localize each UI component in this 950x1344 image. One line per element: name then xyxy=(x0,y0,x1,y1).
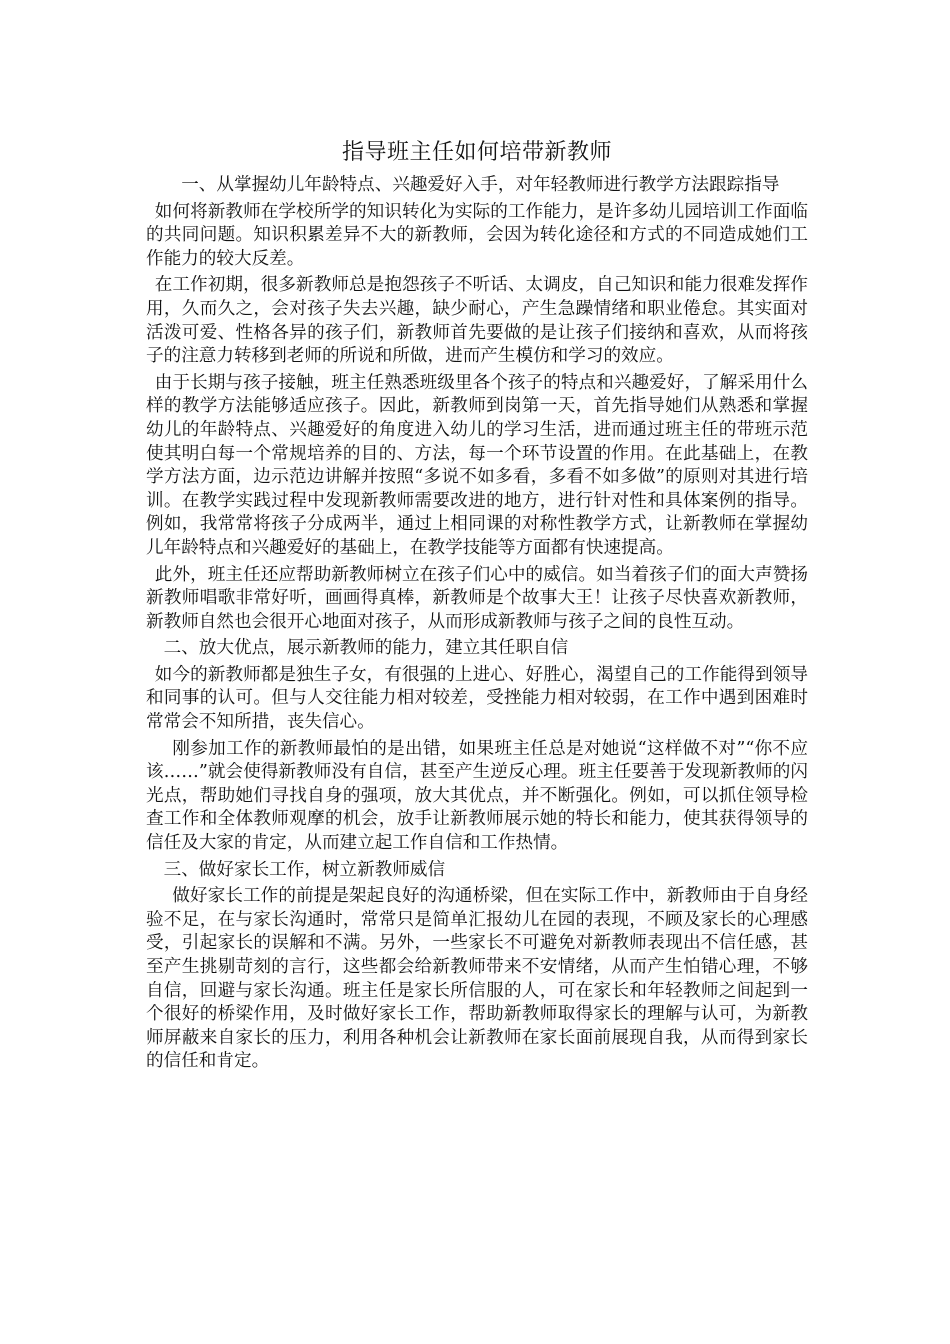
document-body xyxy=(146,136,808,1074)
section-heading-1: 一、从掌握幼儿年龄特点、兴趣爱好入手，对年轻教师进行教学方法跟踪指导 xyxy=(181,175,780,195)
body-paragraph: 由于长期与孩子接触，班主任熟悉班级里各个孩子的特点和兴趣爱好，了解采用什么样的教学方法能够适应孩子。因此，新教师到岗第一天，首先指导她们从熟悉和掌握幼儿的年龄特点、兴趣爱好的角度进入幼儿的学习生活，进而通过班主任的带班示范使其明白每一个常规培养的目的、方法，每一个环节设置的作用。在此基础上，在教学方法方面，边示范边讲解并按照“多说不如多看，多看不如多做”的原则对其进行培训。在教学实践过程中发现新教师需要改进的地方，进行针对性和具体案例的指导。例如，我常常将孩子分成两半，通过上相同课的对称性教学方式，让新教师在掌握幼儿年龄特点和兴趣爱好的基础上，在教学技能等方面都有快速提高。 xyxy=(146,372,808,558)
section-heading-2: 二、放大优点，展示新教师的能力，建立其任职自信 xyxy=(163,638,569,659)
body-paragraph: 此外，班主任还应帮助新教师树立在孩子们心中的威信。如当着孩子们的面大声赞扬新教师唱歌非常好听，画画得真棒，新教师是个故事大王！让孩子尽快喜欢新教师，新教师自然也会很开心地面对孩子，从而形成新教师与孩子之间的良性互动。 xyxy=(146,564,808,632)
body-paragraph: 如何将新教师在学校所学的知识转化为实际的工作能力，是许多幼儿园培训工作面临的共同问题。知识积累差异不大的新教师，会因为转化途径和方式的不同造成她们工作能力的较大反差。 xyxy=(146,201,808,269)
body-paragraph: 刚参加工作的新教师最怕的是出错，如果班主任总是对她说“这样做不对”“你不应该……”就会使得新教师没有自信，甚至产生逆反心理。班主任要善于发现新教师的闪光点，帮助她们寻找自身的强项，放大其优点，并不断强化。例如，可以抓住领导检查工作和全体教师观摩的机会，放手让新教师展示她的特长和能力，使其获得领导的信任及大家的肯定，从而建立起工作自信和工作热情。 xyxy=(146,738,808,854)
section-heading-3: 三、做好家长工作，树立新教师威信 xyxy=(163,859,446,880)
document-title: 指导班主任如何培带新教师 xyxy=(341,140,612,165)
body-paragraph: 如今的新教师都是独生子女，有很强的上进心、好胜心，渴望自己的工作能得到领导和同事的认可。但与人交往能力相对较差，受挫能力相对较弱，在工作中遇到困难时常常会不知所措，丧失信心。 xyxy=(146,664,808,733)
body-paragraph: 在工作初期，很多新教师总是抱怨孩子不听话、太调皮，自己知识和能力很难发挥作用，久而久之，会对孩子失去兴趣，缺少耐心，产生急躁情绪和职业倦怠。其实面对活泼可爱、性格各异的孩子们，新教师首先要做的是让孩子们接纳和喜欢，从而将孩子的注意力转移到老师的所说和所做，进而产生模仿和学习的效应。 xyxy=(146,275,808,367)
body-paragraph: 做好家长工作的前提是架起良好的沟通桥梁，但在实际工作中，新教师由于自身经验不足，在与家长沟通时，常常只是简单汇报幼儿在园的表现，不顾及家长的心理感受，引起家长的误解和不满。另外，一些家长不可避免对新教师表现出不信任感，甚至产生挑剔苛刻的言行，这些都会给新教师带来不安情绪，从而产生怕错心理，不够自信，回避与家长沟通。班主任是家长所信服的人，可在家长和年轻教师之间起到一个很好的桥梁作用，及时做好家长工作，帮助新教师取得家长的理解与认可，为新教师屏蔽来自家长的压力，利用各种机会让新教师在家长面前展现自我，从而得到家长的信任和肯定。 xyxy=(146,886,808,1072)
